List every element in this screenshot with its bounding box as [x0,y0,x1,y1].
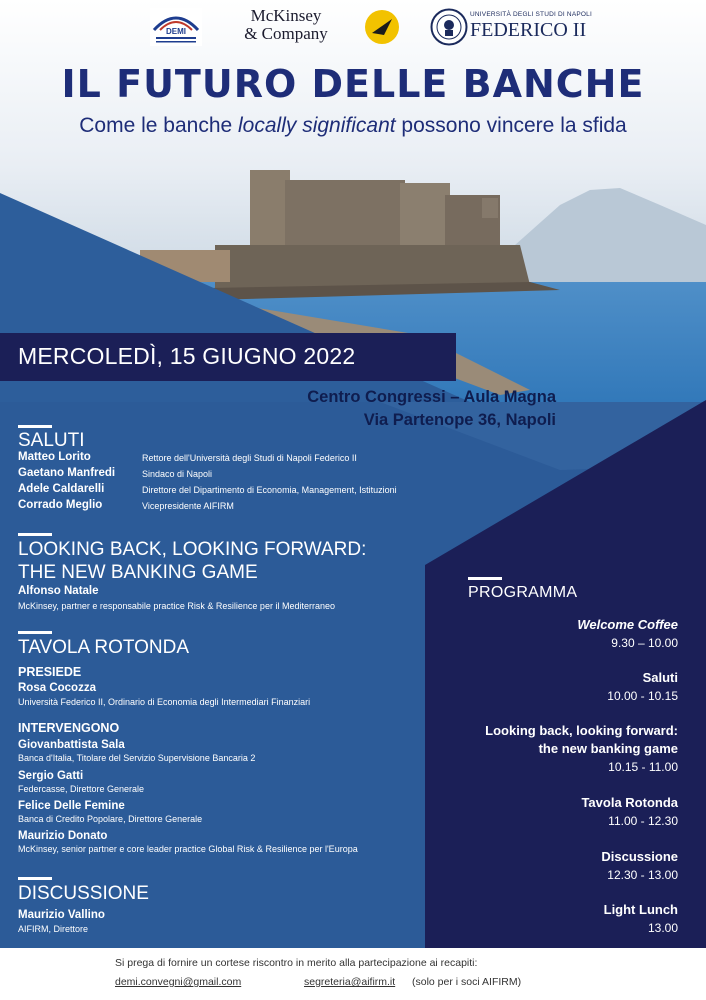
page-subtitle [0,114,706,138]
programma-item [485,722,678,776]
programma-rule [468,577,502,580]
page-title: IL FUTURO DELLE BANCHE [61,62,645,106]
programma-item [607,669,678,705]
mckinsey-logo [226,7,346,43]
saluti-role: Rettore dell'Università degli Studi di Napoli Federico II [142,453,357,463]
programma-item-label: Tavola Rotonda [581,795,678,810]
saluti-role: Sindaco di Napoli [142,469,213,479]
venue-line2: Via Partenope 36, Napoli [363,411,556,429]
saluti-role: Vicepresidente AIFIRM [142,501,234,511]
programma-item-time: 11.00 - 12.30 [608,814,678,828]
speaker-role: McKinsey, senior partner e core leader practice Global Risk & Resilience per l'Europa [18,844,358,854]
saluti-title: SALUTI [18,430,85,451]
looking-title-line1: LOOKING BACK, LOOKING FORWARD: [18,539,367,560]
saluti-name: Gaetano Manfredi [18,467,116,479]
saluti-rule [18,425,52,428]
discussione-name: Maurizio Vallino [18,909,105,921]
aifirm-logo [364,9,400,45]
saluti-name: Corrado Meglio [18,499,103,511]
federico-ii-logo [430,7,592,47]
email-note: (solo per i soci AIFIRM) [412,976,522,988]
speaker-role: Federcasse, Direttore Generale [18,784,145,794]
subtitle-em: locally significant [238,114,396,137]
saluti-name: Adele Caldarelli [18,483,105,495]
discussione-title: DISCUSSIONE [18,883,149,904]
speaker-name: Sergio Gatti [18,770,84,782]
speaker-name: Felice Delle Femine [18,800,125,812]
speaker-role: Banca di Credito Popolare, Direttore Generale [18,814,203,824]
looking-title-line2: THE NEW BANKING GAME [18,562,258,583]
chair-role: Università Federico II, Ordinario di Economia degli Intermediari Finanziari [18,697,311,707]
event-date: MERCOLEDÌ, 15 GIUGNO 2022 [18,343,356,369]
speaker-name: Maurizio Donato [18,830,108,842]
venue-line1: Centro Congressi – Aula Magna [307,388,556,406]
footer-note: Si prega di fornire un cortese riscontro in merito alla partecipazione ai recapiti: [115,957,478,969]
speaker-name: Giovanbattista Sala [18,739,125,751]
programma-item-time: 12.30 - 13.00 [607,868,678,882]
presiede-label: PRESIEDE [18,665,82,679]
mckinsey-logo-line2: & Company [244,24,328,43]
programma-item-label-line2: the new banking game [538,741,678,756]
demi-logo [150,8,202,46]
looking-speaker: Alfonso Natale [18,585,99,597]
programma-item-time: 9.30 – 10.00 [611,636,678,650]
university-label: UNIVERSITÀ DEGLI STUDI DI NAPOLI [470,11,592,18]
programma-item-label: Saluti [642,670,678,685]
saluti-name: Matteo Lorito [18,451,91,463]
event-venue [0,386,556,432]
programma-item [604,901,678,937]
programma-title: PROGRAMMA [468,584,578,601]
university-seal-icon [430,8,468,46]
programma-item-label: Discussione [601,849,678,864]
programma-item-time: 13.00 [647,921,678,935]
programma-item-time: 10.15 - 11.00 [608,760,678,774]
programma-item-time: 10.00 - 10.15 [607,689,678,703]
footer [0,948,706,1000]
email-link-demi[interactable]: demi.convegni@gmail.com [115,976,242,988]
looking-rule [18,533,52,536]
programma-item [601,848,678,884]
discussione-role: AIFIRM, Direttore [18,924,89,934]
tavola-rule [18,631,52,634]
chair-name: Rosa Cocozza [18,682,96,694]
demi-logo-text: DEMI [166,27,186,36]
programma-item-label-line1: Looking back, looking forward: [485,723,678,738]
programma-item [581,794,678,830]
subtitle-post: possono vincere la sfida [395,114,627,137]
intervengono-label: INTERVENGONO [18,721,120,735]
discussione-rule [18,877,52,880]
mckinsey-logo-line1: McKinsey [250,6,322,25]
saluti-role: Direttore del Dipartimento di Economia, Management, Istituzioni [142,485,397,495]
email-link-aifirm[interactable]: segreteria@aifirm.it [304,976,396,988]
tavola-title: TAVOLA ROTONDA [18,637,190,658]
subtitle-pre: Come le banche [79,114,239,137]
programma-item [577,616,678,652]
looking-speaker-role: McKinsey, partner e responsabile practice Risk & Resilience per il Mediterraneo [18,601,335,611]
programma-item-label: Welcome Coffee [577,617,678,632]
speaker-role: Banca d'Italia, Titolare del Servizio Supervisione Bancaria 2 [18,753,256,763]
programma-item-label: Light Lunch [603,902,678,917]
university-name: FEDERICO II [470,19,587,41]
